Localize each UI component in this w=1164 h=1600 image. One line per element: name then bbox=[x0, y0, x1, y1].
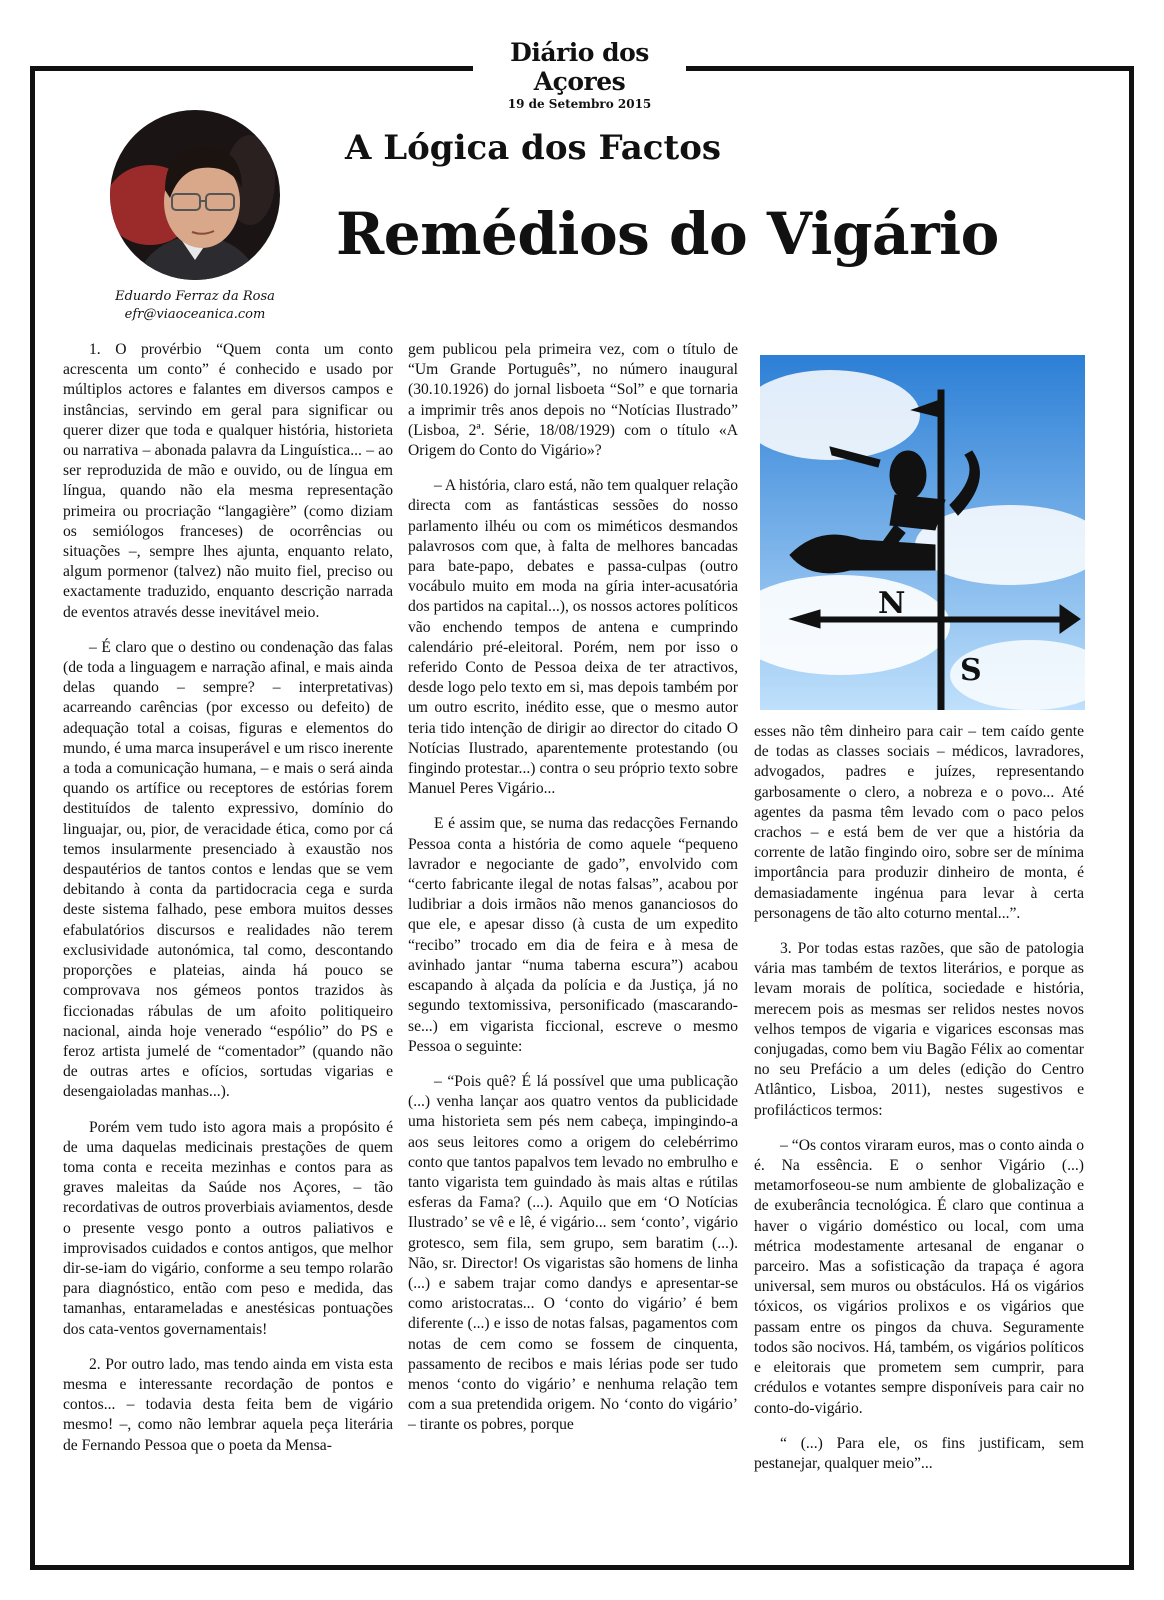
compass-letter-n: N bbox=[878, 586, 906, 621]
article-column-1 bbox=[63, 340, 393, 1471]
paragraph: E é assim que, se numa das redacções Fernando Pessoa conta a história de como aquele “pequeno lavrador e negociante de gado”, envolvido com “certo fabricante ilegal de notas falsas”, acabou por ludibriar a dois irmãos não menos gananciosos do que ele, e apesar disso (à custa de um expedito “recibo” trocado em dia de feira e à mesa de avinhado jantar “numa taberna escura”) acabou escapando à alçada da polícia e da Justiça, já no segundo textomissiva, personificado (mascarando-se...) em vigarista ficcional, escreve o mesmo Pessoa o seguinte: bbox=[408, 815, 738, 1055]
weathervane-illustration bbox=[760, 355, 1085, 710]
article-column-3 bbox=[754, 722, 1084, 1489]
issue-date: 19 de Setembro 2015 bbox=[507, 97, 652, 111]
author-email[interactable]: efr@viaoceanica.com bbox=[124, 307, 266, 322]
paragraph: esses não têm dinheiro para cair – tem caído gente de todas as classes sociais – médicos, lavradores, advogados, padres e juízes, representando garbosamente o clero, a nobreza e o povo... Até agentes da pasma têm levado com o paco pelos crachos – e está bem de ver que a história da corrente de latão fingindo oiro, sobre ser de mínima importância para produzir dinheiro de monta, é demasiadamente ingénua para levar à certa personagens de tão alto coturno mental...”. bbox=[754, 723, 1084, 922]
paragraph: 2. Por outro lado, mas tendo ainda em vista esta mesma e interessante recordação de pontos e contos... – todavia desta feita bem de vigário mesmo! –, como não lembrar aquela peça literária de Fernando Pessoa que o poeta da Mensa- bbox=[63, 1355, 393, 1454]
masthead bbox=[473, 38, 686, 111]
paragraph: – É claro que o destino ou condenação das falas (de toda a linguagem e narração afinal, e mais ainda delas quando – sempre? – interpretativas) acarreando carências (por excesso ou defeito) de adequação total a coisas, figuras e elementos do mundo, é uma marca insuperável e um risco inerente a toda a comunicação humana, – e mais o será ainda quando os artífice ou receptores de estórias forem destituídos de talento expressivo, domínio do linguajar, ou, pior, de veracidade ética, como por cá temos insularmente presenciado à exaustão nos despautérios de tantos contos e lendas que se vem debitando à conta da partidocracia cega e surda deste sistema falhado, pese embora muitos desses efabulatórios discursos e realidades não terem exclusividade autonómica, tal como, descontando proporções e plateias, ainda há pouco se comprovava nos gémeos pontos trazidos às ficcionadas rábulas de um afoito politiqueiro nacional, ainda hoje venerado “espólio” do PS e feroz artista jumelé de “comentador” (quando não de outras artes e ofícios, sortudas vigarias e desengaioladas manhas...). bbox=[63, 638, 393, 1101]
compass-letter-s: S bbox=[960, 653, 982, 688]
paragraph: Porém vem tudo isto agora mais a propósito é de uma daquelas medicinais prestações de quem toma conta e receita mezinhas e contos para as graves maleitas da Saúde nos Açores, – tão recordativas de outros proverbiais aviamentos, desde o presente vesgo ponto a outros paliativos e improvisados cuidados e contos antigos, que melhor dir-se-iam do vigário, conforme a seu tempo rolarão para diagnóstico, então com peso e medida, das tamanhas, entarameladas e anestésicas pontuações dos cata-ventos governamentais! bbox=[63, 1118, 393, 1338]
newspaper-name: Diário dos Açores bbox=[510, 38, 649, 96]
author-name: Eduardo Ferraz da Rosa bbox=[115, 289, 275, 304]
headline: Remédios do Vigário bbox=[336, 200, 999, 268]
paragraph: – “Os contos viraram euros, mas o conto ainda o é. Na essência. E o senhor Vigário (...) metamorfoseou-se num ambiente de globalização e de exuberância tecnológica. É claro que continua a haver o vigário doméstico ou local, com uma métrica modestamente artesanal de enganar o parceiro. Mas a sofisticação da trapaça é agora universal, sem muros ou obstáculos. Há os vigários tóxicos, os vigários prolixos e os vigários que passam entre os pingos da chuva. Seguramente todos são nocivos. Há, também, os vigários políticos e eleitorais que prometem sem cumprir, para crédulos e votantes sempre disponíveis para cair no conto-do-vigário. bbox=[754, 1136, 1084, 1417]
paragraph: gem publicou pela primeira vez, com o título de “Um Grande Português”, no número inaugural (30.10.1926) do jornal lisboeta “Sol” e que tornaria a imprimir três anos depois no “Notícias Ilustrado” (Lisboa, 2ª. Série, 18/08/1929) com o título «A Origem do Conto do Vigário»? bbox=[408, 341, 738, 460]
author-photo bbox=[110, 110, 280, 280]
author-caption bbox=[95, 288, 295, 324]
paragraph: – A história, claro está, não tem qualquer relação directa com as fantásticas sessões do nosso parlamento ilhéu ou com os miméticos desmandos palavrosos com que, à falta de melhores bancadas para bate-papo, debates e passa-culpas (outro vocábulo muito em moda na gíria inter-acusatória dos partidos na capital...), os nossos actores políticos vão enchendo tempos de antena e cumprindo calendário pré-eleitoral. Porém, nem por isso o referido Conto de Pessoa deixa de ter atractivos, desde logo pelo texto em si, mas depois também por um outro escrito, inédito esse, que o mesmo autor teria tido intenção de dirigir ao director do citado O Notícias Ilustrado, aparentemente protestando (ou fingindo protestar...) contra o seu próprio texto sobre Manuel Peres Vigário... bbox=[408, 477, 738, 798]
paragraph: “ (...) Para ele, os fins justificam, sem pestanejar, qualquer meio”... bbox=[754, 1434, 1084, 1472]
paragraph: 1. O provérbio “Quem conta um conto acrescenta um conto” é conhecido e usado por múltiplos actores e falantes em diversos campos e instâncias, servindo em geral para significar ou querer dizer que toda e qualquer história, historieta ou narrativa – abonada palavra da Linguística... – ao ser reproduzida de mão e ouvido, ou de língua em língua, quando não ela mesma representação primeira ou procriação “langagière” (como diziam os semiólogos franceses) de ocorrências ou situações –, sempre lhes ajunta, enquanto relato, algum pormenor (talvez) não muito fiel, preciso ou exactamente traduzido, enquanto descrição narrada de eventos através desse inevitável meio. bbox=[63, 341, 393, 621]
weathervane-photo bbox=[760, 355, 1085, 710]
portrait-illustration bbox=[110, 110, 280, 280]
paragraph: 3. Por todas estas razões, que são de patologia vária mas também de textos literários, e porque as levam morais de política, sociedade e história, merecem pois as mesmas ser relidos nestes novos velhos tempos de vigaria e vigarices esconsas mas conjugadas, como bem viu Bagão Félix ao comentar no seu Prefácio a um deles (edição do Centro Atlântico, Lisboa, 2011), nestes sugestivos e profilácticos termos: bbox=[754, 940, 1084, 1119]
column-title: A Lógica dos Factos bbox=[345, 128, 722, 168]
article-column-2 bbox=[408, 340, 738, 1451]
paragraph: – “Pois quê? É lá possível que uma publicação (...) venha lançar aos quatro ventos da publicidade uma historieta sem pés nem cabeça, impingindo-a aos seus leitores como a origem do celebérrimo conto que tantos papalvos tem levado no embrulho e tanto vigarista tem guindado às mais altas e rútilas esferas da Fama? (...). Aquilo que em ‘O Notícias Ilustrado’ se vê e lê, é vigário... sem ‘conto’, vigário grotesco, sem fila, sem grupo, sem baratim (...). Não, sr. Director! Os vigaristas são homens de linha (...) e sabem trajar como dandys e apresentar-se como aristocratas... O ‘conto do vigário’ é bem diferente (...) e isso de notas falsas, pagamentos com notas de cem como se fossem de cinquenta, passamento de recibos e mais lérias pode ser tudo menos ‘conto do vigário’ e nenhuma relação tem com a sua pretendida origem. No ‘conto do vigário’ – tirante os pobres, porque bbox=[408, 1072, 738, 1434]
